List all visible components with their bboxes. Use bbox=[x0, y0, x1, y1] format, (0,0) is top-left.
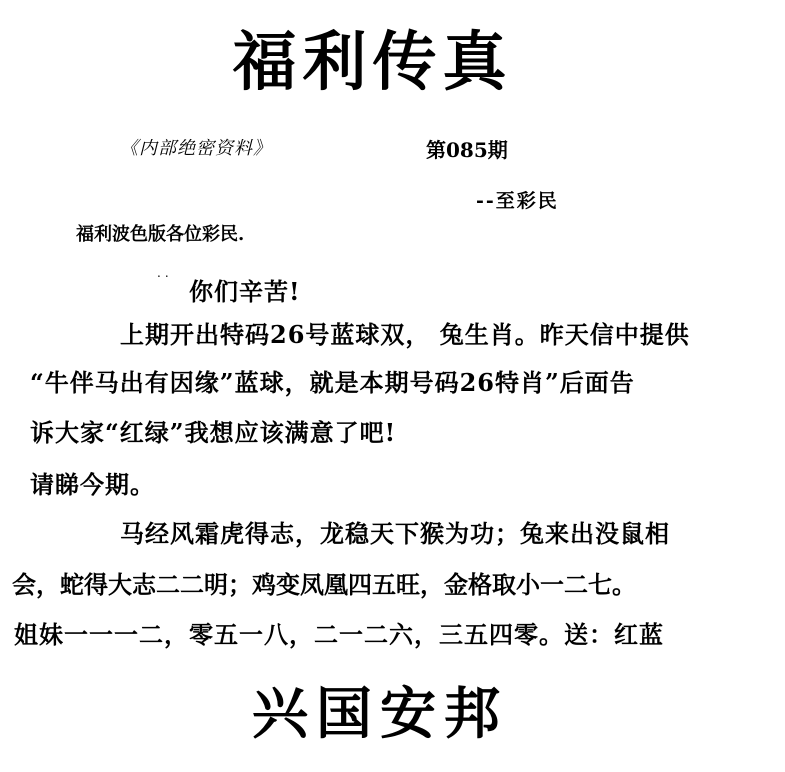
page-title: 福利传真 bbox=[232, 25, 513, 100]
signature: --至彩民 bbox=[476, 190, 559, 212]
body-line-6: 马经风霜虎得志，龙稳天下猴为功；兔来出没鼠相 bbox=[120, 519, 670, 548]
footer-slogan: 兴国安邦 bbox=[252, 681, 508, 747]
body-line-2: 上期开出特码26号蓝球双， 兔生肖。昨天信中提供 bbox=[120, 320, 690, 349]
issue-number: 第085期 bbox=[426, 138, 508, 162]
body-line-1: 你们辛苦! bbox=[189, 277, 301, 306]
document-subtitle: 《内部绝密资料》 bbox=[120, 138, 272, 159]
greeting: 福利波色版各位彩民. bbox=[76, 224, 245, 245]
body-line-3: “牛伴马出有因缘”蓝球，就是本期号码26特肖”后面告 bbox=[30, 368, 635, 397]
body-line-8: 姐妹一一一二，零五一八，二一二六，三五四零。送：红蓝 bbox=[14, 620, 664, 649]
body-line-4: 诉大家“红绿”我想应该满意了吧! bbox=[30, 418, 397, 447]
decorative-dots: .. bbox=[157, 266, 173, 280]
body-line-7: 会，蛇得大志二二明；鸡变凤凰四五旺，金格取小一二七。 bbox=[12, 570, 636, 599]
body-line-5: 请睇今期。 bbox=[30, 470, 155, 499]
